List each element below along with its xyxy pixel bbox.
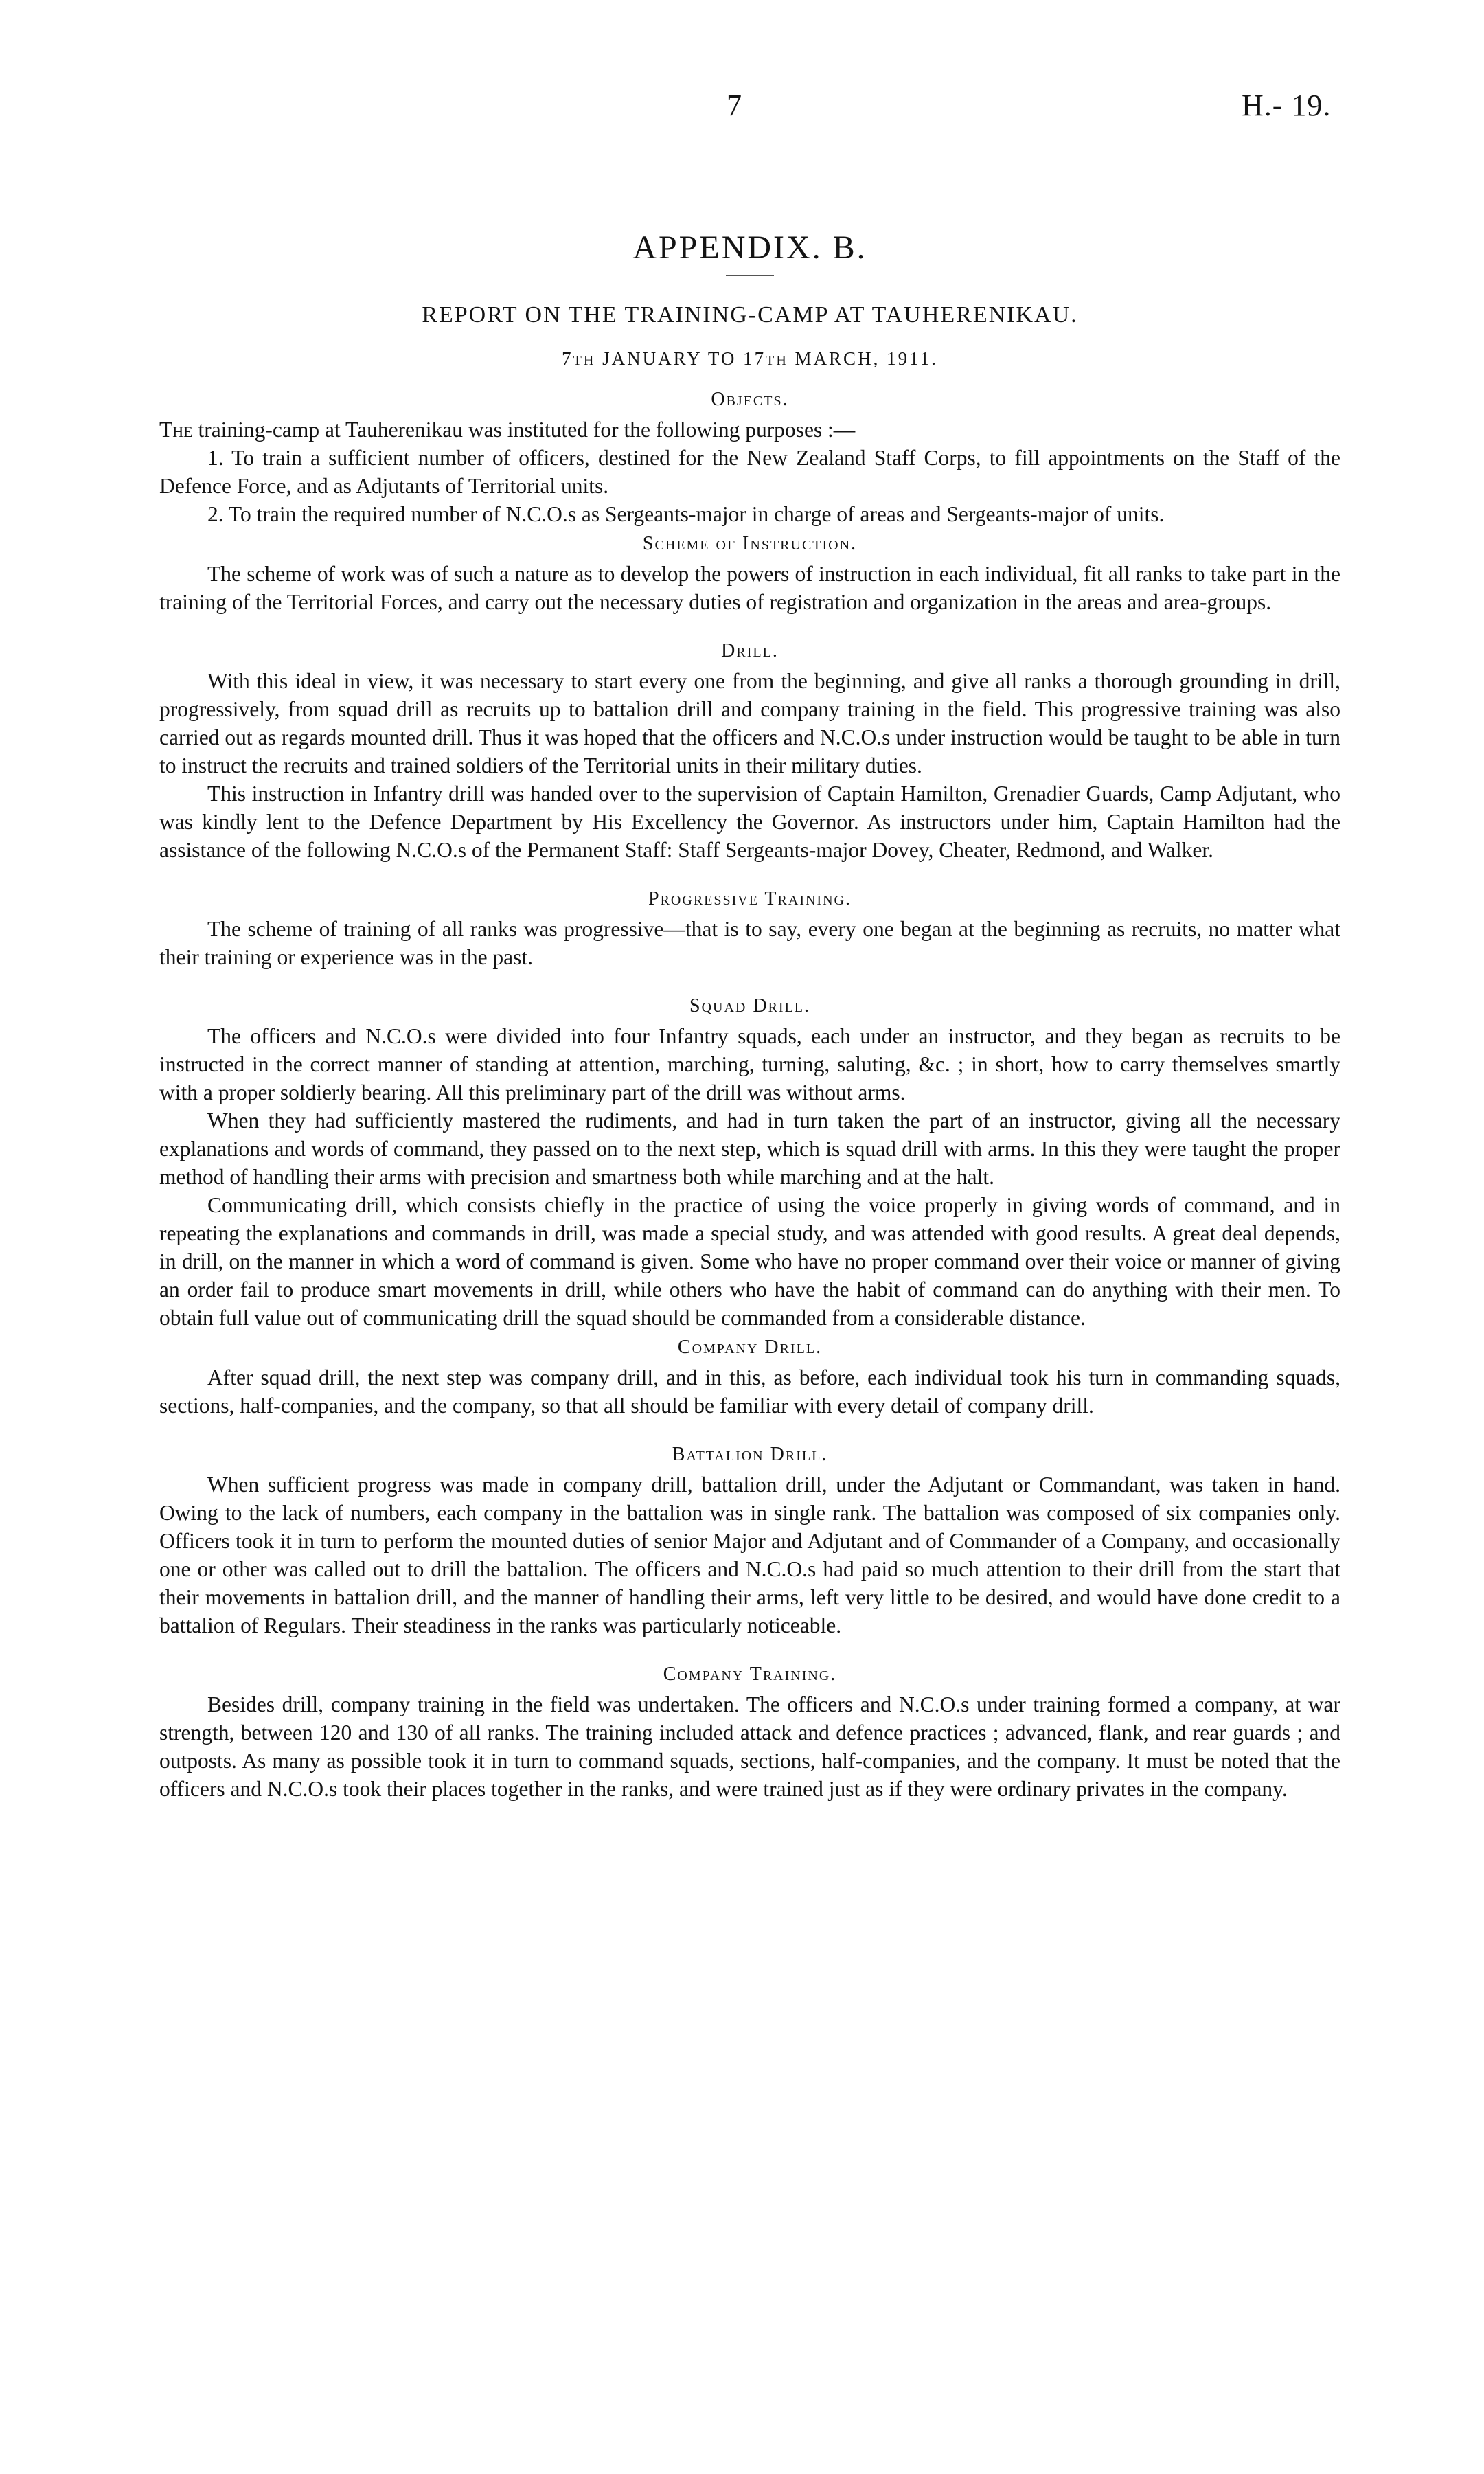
section-heading-battalion: Battalion Drill.: [672, 1444, 828, 1465]
paragraph: When sufficient progress was made in company drill, battalion drill, under the Adjutant or Commandant, was taken in hand. Owing to the lack of numbers, each company in the battalion was in single rank. The battalion was composed of six companies only. Officers took it in turn to perform the mounted duties of senior Major and Adjutant and of Commander of a Company, and occasionally one or other was called out to drill the battalion. The officers and N.C.O.s had paid so much attention to their drill from the start that their movements in battalion drill, and the manner of handling their arms, left very little to be desired, and would have done credit to a battalion of Regulars. Their steadiness in the ranks was particularly noticeable.: [159, 1473, 1340, 1637]
intro-text: training-camp at Tauherenikau was instituted for the following purposes :—: [192, 418, 856, 442]
section-heading-scheme: Scheme of Instruction.: [642, 533, 858, 554]
paragraph: Communicating drill, which consists chiefly in the practice of using the voice properly in giving words of command, and in repeating the explanations and commands in drill, was made a special study, and was attended with good results. A great deal depends, in drill, on the manner in which a word of command is given. Some who have no proper command over their voice or manner of giving an order fail to produce smart movements in drill, while others who have the habit of command can do anything with their men. To obtain full value out of communicating drill the squad should be commanded from a considerable distance.: [159, 1193, 1340, 1330]
paragraph: When they had sufficiently mastered the rudiments, and had in turn taken the part of an instructor, giving all the necessary explanations and words of command, they passed on to the next step, which is squad drill with arms. In this they were taught the proper method of handling their arms with precision and smartness both while marching and at the halt.: [159, 1109, 1340, 1189]
paragraph: [159, 416, 1340, 444]
date-suffix-1: TH: [573, 353, 596, 368]
section-heading-company-training: Company Training.: [663, 1664, 837, 1685]
paragraph: This instruction in Infantry drill was handed over to the supervision of Captain Hamilton, Grenadier Guards, Camp Adjutant, who was kindly lent to the Defence Department by His Excellency the Governor. As instructors under him, Captain Hamilton had the assistance of the following N.C.O.s of the Permanent Staff: Staff Sergeants-major Dovey, Cheater, Redmond, and Walker.: [159, 782, 1340, 862]
paragraph: Besides drill, company training in the field was undertaken. The officers and N.C.O.s under training formed a company, at war strength, between 120 and 130 of all ranks. The training included attack and defence practices ; advanced, flank, and rear guards ; and outposts. As many as possible took it in turn to command squads, sections, half-companies, and the company. It must be noted that the officers and N.C.O.s took their places together in the ranks, and were trained just as if they were ordinary privates in the company.: [159, 1692, 1340, 1801]
paragraph: The scheme of work was of such a nature as to develop the powers of instruction in each individual, fit all ranks to take part in the training of the Territorial Forces, and carry out the necessary duties of registration and organization in the areas and area-groups.: [159, 562, 1340, 614]
section-heading-drill: Drill.: [721, 640, 779, 661]
page-header: [0, 88, 1484, 136]
intro-lead-word: The: [159, 418, 193, 442]
section-heading-company-drill: Company Drill.: [677, 1337, 823, 1358]
page-body: [159, 227, 1340, 1803]
date-end: MARCH, 1911.: [788, 348, 938, 369]
date-day-1: 7: [562, 348, 573, 369]
page-number: 7: [727, 89, 742, 122]
document-code: H.- 19.: [1242, 89, 1332, 122]
section-heading-objects: Objects.: [711, 389, 789, 410]
paragraph: 1. To train a sufficient number of officers, destined for the New Zealand Staff Corps, to fill appointments on the Staff of the Defence Force, and as Adjutants of Territorial units.: [159, 446, 1340, 498]
paragraph: After squad drill, the next step was company drill, and in this, as before, each individual took his turn in commanding squads, sections, half-companies, and the company, so that all should be familiar with every detail of company drill.: [159, 1365, 1340, 1418]
title-divider: [726, 275, 774, 276]
section-heading-squad: Squad Drill.: [689, 995, 810, 1017]
appendix-title: APPENDIX. B.: [632, 229, 867, 266]
report-dates: [159, 345, 1340, 374]
paragraph: The scheme of training of all ranks was progressive—that is to say, every one began at the beginning as recruits, no matter what their training or experience was in the past.: [159, 917, 1340, 969]
date-suffix-2: TH: [766, 353, 788, 368]
date-middle: JANUARY TO 17: [595, 348, 766, 369]
report-title: REPORT ON THE TRAINING-CAMP AT TAUHERENIKAU.: [422, 302, 1078, 328]
paragraph: With this ideal in view, it was necessary to start every one from the beginning, and give all ranks a thorough grounding in drill, progressively, from squad drill as recruits up to battalion drill and company training in the field. This progressive training was also carried out as regards mounted drill. Thus it was hoped that the officers and N.C.O.s under instruction would be taught to be able in turn to instruct the recruits and trained soldiers of the Territorial units in their military duties.: [159, 669, 1340, 778]
paragraph: 2. To train the required number of N.C.O.s as Sergeants-major in charge of areas and Sergeants-major of units.: [207, 502, 1165, 526]
paragraph: The officers and N.C.O.s were divided into four Infantry squads, each under an instructor, and they began as recruits to be instructed in the correct manner of standing at attention, marching, turning, saluting, &c. ; in short, how to carry themselves smartly with a proper soldierly bearing. All this preliminary part of the drill was without arms.: [159, 1024, 1340, 1104]
section-heading-progressive: Progressive Training.: [648, 888, 852, 909]
